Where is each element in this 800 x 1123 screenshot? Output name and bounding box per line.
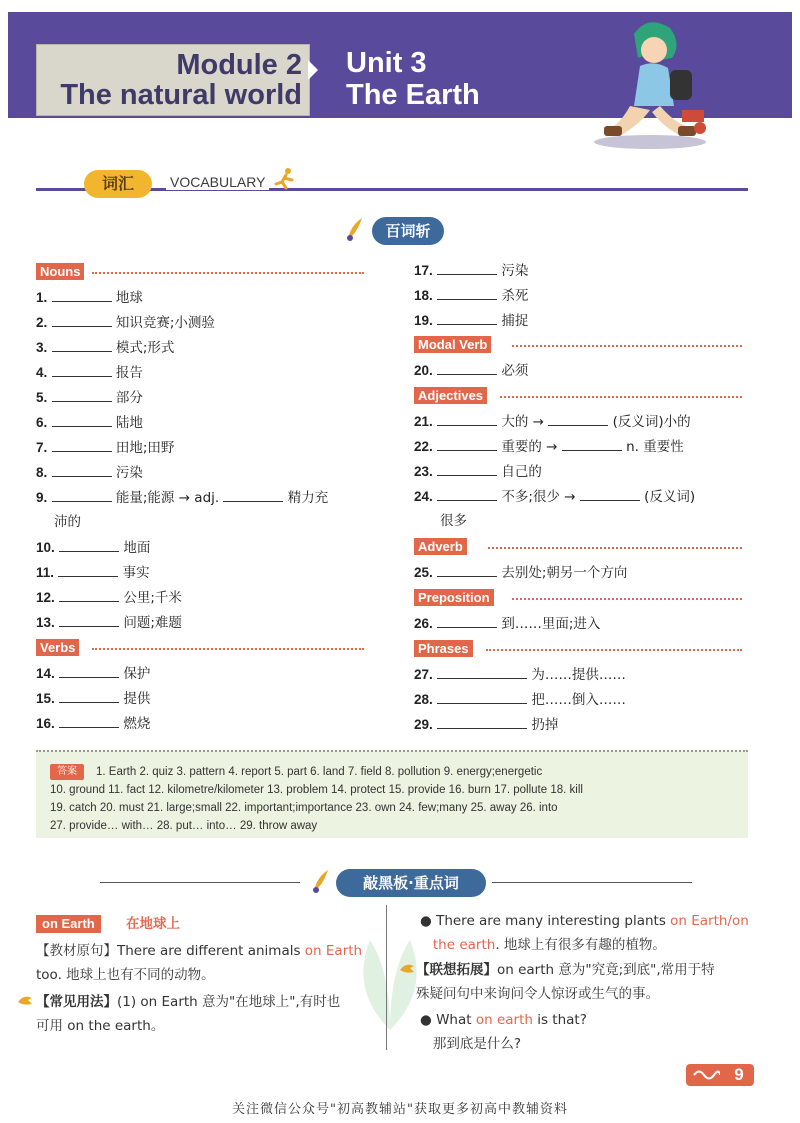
phrase-meaning: 在地球上 bbox=[126, 916, 180, 932]
vocab-item: 9. 能量;能源 → adj. 精力充 bbox=[36, 487, 328, 508]
vocab-item: 29. 扔掉 bbox=[414, 714, 558, 735]
vocab-item: 26. 到……里面;进入 bbox=[414, 613, 600, 634]
quill-icon bbox=[344, 216, 366, 242]
dotted-rule bbox=[92, 272, 364, 274]
vocab-item: 4. 报告 bbox=[36, 362, 143, 383]
vocab-item: 6. 陆地 bbox=[36, 412, 143, 433]
unit-subtitle: The Earth bbox=[346, 79, 480, 111]
module-title: Module 2 bbox=[176, 49, 302, 81]
category-nouns: Nouns bbox=[36, 263, 84, 280]
runner-icon bbox=[272, 166, 298, 192]
page-number-badge bbox=[686, 1064, 754, 1086]
section-rule-left bbox=[100, 882, 300, 883]
bird-icon bbox=[398, 960, 416, 976]
quill-icon bbox=[310, 868, 332, 894]
common-usage: 【常见用法】(1) on Earth 意为"在地球上",有时也 可用 on the earth。 bbox=[36, 994, 341, 1034]
vocab-item: 18. 杀死 bbox=[414, 285, 528, 306]
vocab-item: 20. 必须 bbox=[414, 360, 528, 381]
vocab-item: 1. 地球 bbox=[36, 287, 143, 308]
vocab-item: 5. 部分 bbox=[36, 387, 143, 408]
answer-line: 1. Earth 2. quiz 3. pattern 4. report 5. part 6. land 7. field 8. pollution 9. energy;energetic bbox=[96, 766, 543, 778]
example-sentence: ● There are many interesting plants on Earth/on the earth. 地球上有很多有趣的植物。 bbox=[420, 913, 749, 953]
vocab-item: 25. 去别处;朝另一个方向 bbox=[414, 562, 627, 583]
phrase-tag: on Earth bbox=[36, 915, 101, 933]
dotted-rule bbox=[92, 648, 364, 650]
textbook-sentence: 【教材原句】There are different animals on Earth too. 地球上也有不同的动物。 bbox=[36, 943, 363, 983]
vocab-item: 24. 不多;很少 → (反义词) bbox=[414, 486, 695, 507]
dotted-rule bbox=[512, 345, 742, 347]
vocab-label-cn: 词汇 bbox=[84, 170, 152, 198]
vocab-item: 12. 公里;千米 bbox=[36, 587, 182, 608]
vocab-item: 15. 提供 bbox=[36, 688, 150, 709]
vocab-item-continued: 沛的 bbox=[54, 514, 81, 530]
extension-note: 【联想拓展】on earth 意为"究竟;到底",常用于特 殊疑问句中来询问令人惊讶或生气的事。 bbox=[416, 962, 715, 1002]
example-sentence: ● What on earth is that? 那到底是什么? bbox=[420, 1012, 587, 1052]
wave-icon bbox=[692, 1068, 720, 1082]
key-words-banner: 敲黑板·重点词 bbox=[336, 869, 486, 897]
vocab-item: 23. 自己的 bbox=[414, 461, 542, 482]
vocab-item: 28. 把……倒入…… bbox=[414, 689, 626, 710]
answer-line: 27. provide… with… 28. put… into… 29. throw away bbox=[50, 820, 318, 832]
vocab-label-en: VOCABULARY bbox=[166, 174, 269, 190]
footer-note: 关注微信公众号"初高教辅站"获取更多初高中教辅资料 bbox=[232, 1102, 568, 1117]
vocab-item: 21. 大的 → (反义词)小的 bbox=[414, 411, 691, 432]
page-number: 9 bbox=[734, 1065, 744, 1084]
module-subtitle: The natural world bbox=[60, 79, 302, 111]
girl-mascot-icon bbox=[590, 14, 710, 150]
vocab-item: 27. 为……提供…… bbox=[414, 664, 626, 685]
dotted-rule bbox=[500, 396, 742, 398]
category-adverb: Adverb bbox=[414, 538, 467, 555]
vocab-item: 11. 事实 bbox=[36, 562, 150, 583]
category-verbs: Verbs bbox=[36, 639, 79, 656]
vocab-item: 8. 污染 bbox=[36, 462, 143, 483]
unit-title: Unit 3 bbox=[346, 47, 427, 79]
title-arrow-icon bbox=[308, 60, 318, 80]
dotted-rule bbox=[488, 547, 742, 549]
vocab-item: 19. 捕捉 bbox=[414, 310, 528, 331]
category-phrases: Phrases bbox=[414, 640, 473, 657]
vocab-item: 7. 田地;田野 bbox=[36, 437, 174, 458]
vocab-item: 17. 污染 bbox=[414, 260, 528, 281]
category-adjectives: Adjectives bbox=[414, 387, 487, 404]
category-modal-verb: Modal Verb bbox=[414, 336, 491, 353]
category-preposition: Preposition bbox=[414, 589, 494, 606]
vocab-item: 22. 重要的 → n. 重要性 bbox=[414, 436, 684, 457]
vocab-banner: 百词斩 bbox=[372, 217, 444, 245]
vocab-item: 2. 知识竞赛;小测验 bbox=[36, 312, 215, 333]
vocab-item: 14. 保护 bbox=[36, 663, 150, 684]
vocab-item-continued: 很多 bbox=[440, 513, 467, 529]
vocab-item: 16. 燃烧 bbox=[36, 713, 150, 734]
vocab-item: 10. 地面 bbox=[36, 537, 150, 558]
answer-label: 答案 bbox=[50, 764, 84, 780]
answer-line: 19. catch 20. must 21. large;small 22. important;importance 23. own 24. few;many 25. away 26. into bbox=[50, 802, 558, 814]
answer-line: 10. ground 11. fact 12. kilometre/kilometer 13. problem 14. protect 15. provide 16. burn 17. pollute 18. kill bbox=[50, 784, 583, 796]
dotted-rule bbox=[486, 649, 742, 651]
dotted-rule bbox=[512, 598, 742, 600]
section-rule-right bbox=[492, 882, 692, 883]
vocab-item: 13. 问题;难题 bbox=[36, 612, 182, 633]
column-divider bbox=[386, 905, 387, 1050]
vocab-item: 3. 模式;形式 bbox=[36, 337, 174, 358]
bird-icon bbox=[16, 992, 34, 1008]
